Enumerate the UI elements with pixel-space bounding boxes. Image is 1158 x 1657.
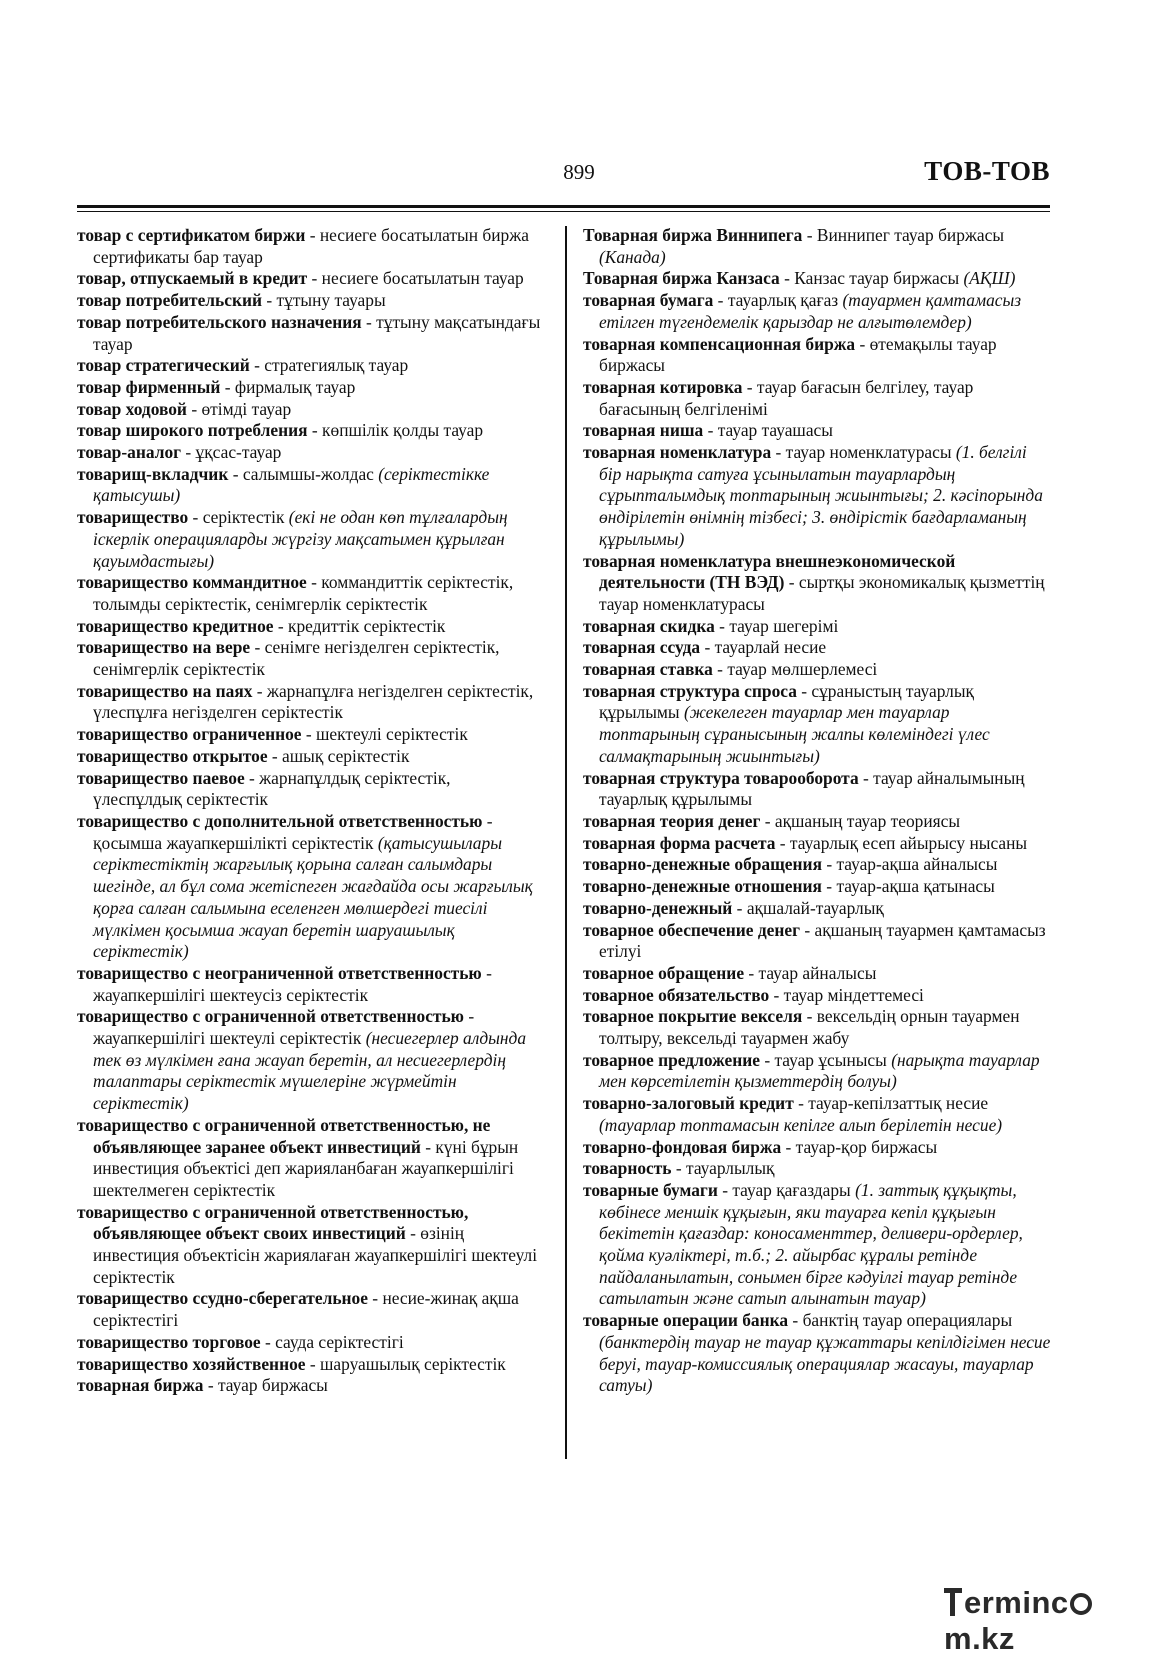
dictionary-entry (77, 616, 542, 638)
entry-note: (1. заттық құқықты, көбінесе меншік құқығын, яки тауарға кепіл құқығын бекітетін қағаздар: коносаменттер, деливери-ордерлер, қойма куәліктері, т.б.; 2. айырбас құралы ретінде пайдаланылатын, сонымен бірге кәдуілгі тауар ретінде сатылатын және сатып алынатын тауар) (599, 1179, 1023, 1309)
entry-term: товарно-денежные обращения (583, 854, 822, 875)
left-column (77, 225, 542, 1397)
dictionary-entry (77, 420, 542, 442)
entry-definition: - тауар-ақша қатынасы (821, 876, 995, 897)
entry-term: товарно-фондовая биржа (583, 1136, 782, 1157)
entry-term: товарное обращение (583, 962, 745, 983)
entry-definition: - жарнапұлдық серіктестік, үлеспұлдық серіктестік (93, 767, 451, 810)
entry-definition: - тауар шегерімі (714, 615, 839, 636)
entry-term: товарищество паевое (77, 767, 245, 788)
entry-note: (АҚШ) (963, 268, 1016, 289)
dictionary-entry (583, 1137, 1053, 1159)
entry-definition: - Виннипег тауар биржасы (802, 225, 1005, 245)
dictionary-entry (583, 1093, 1053, 1136)
dictionary-entry (77, 811, 542, 963)
entry-term: товарищество на паях (77, 680, 253, 701)
entry-term: Товарная биржа Виннипега (583, 225, 803, 245)
entry-definition: - тауар-ақша айналысы (821, 854, 998, 875)
entry-term: товарно-денежные отношения (583, 876, 822, 897)
dictionary-entry (77, 464, 542, 507)
dictionary-entry (583, 963, 1053, 985)
entry-term: товарно-залоговый кредит (583, 1093, 794, 1114)
entry-term: товарное обеспечение денег (583, 919, 801, 940)
entry-definition: - тауар айналымының тауарлық құрылымы (599, 767, 1025, 810)
entry-term: товар с сертификатом биржи (77, 225, 306, 245)
dictionary-entry (583, 1158, 1053, 1180)
entry-term: товар стратегический (77, 355, 250, 376)
entry-term: товар, отпускаемый в кредит (77, 268, 308, 289)
dictionary-entry (583, 290, 1053, 333)
dictionary-entry (583, 551, 1053, 616)
entry-definition: - ұқсас-тауар (181, 442, 282, 463)
entry-definition: - сұраныстың тауарлық құрылымы (599, 680, 974, 723)
dictionary-entry (77, 1375, 542, 1397)
entry-definition: - көпшілік қолды тауар (307, 420, 484, 441)
entry-term: товарищество ограниченное (77, 724, 302, 745)
entry-definition: - тауар-кепілзаттық несие (793, 1093, 989, 1114)
entry-definition: - серіктестік (188, 507, 289, 528)
entry-term: товарная ниша (583, 420, 704, 441)
entry-term: товарная ссуда (583, 637, 701, 658)
header-rule-thin (77, 211, 1050, 212)
dictionary-entry (77, 312, 542, 355)
entry-definition: - өзінің инвестиция объектісін жариялаған жауапкершілігі шектеулі серіктестік (93, 1223, 538, 1287)
entry-definition: - күні бұрын инвестиция объектісі деп жарияланбаған жауапкершілігі шектелмеген серіктестік (93, 1136, 519, 1200)
entry-term: товарная номенклатура внешнеэкономической деятельности (ТН ВЭД) (583, 550, 956, 593)
entry-definition: - сауда серіктестігі (260, 1331, 404, 1352)
header-rule-thick (77, 205, 1050, 208)
entry-definition: - тауар айналысы (744, 962, 877, 983)
entry-term: товарищество открытое (77, 745, 268, 766)
logo-text-1: erminc (964, 1585, 1069, 1620)
dictionary-entry (583, 377, 1053, 420)
dictionary-entry (583, 854, 1053, 876)
entry-definition: - тұтыну тауары (262, 290, 386, 311)
dictionary-entry (77, 1202, 542, 1289)
entry-definition: - фирмалық тауар (220, 376, 356, 397)
entry-term: товарная бумага (583, 290, 714, 311)
entry-term: товар-аналог (77, 442, 182, 463)
logo-o-icon (1070, 1593, 1092, 1615)
entry-definition: - сыртқы экономикалық қызметтің тауар номенклатурасы (599, 572, 1045, 614)
dictionary-entry (583, 225, 1053, 268)
entry-term: товарищество с дополнительной ответственностью (77, 810, 483, 831)
entry-term: товарищество на вере (77, 637, 251, 658)
dictionary-entry (77, 1332, 542, 1354)
dictionary-entry (77, 225, 542, 268)
dictionary-entry (77, 681, 542, 724)
entry-term: товарищество (77, 507, 189, 528)
entry-definition: - өтемақылы тауар биржасы (599, 333, 997, 376)
entry-note: (банктердің тауар не тауар құжаттары кепілдігімен несие беруі, тауар-комиссиялық операциялар жасауы, тауарлар сатуы) (599, 1331, 1051, 1396)
entry-note: (екі не одан көп тұлғалардың іскерлік операцияларды жүргізу мақсатымен құрылған қауымдастығы) (93, 507, 508, 571)
dictionary-entry (583, 268, 1053, 290)
entry-term: товарищество торговое (77, 1331, 261, 1352)
dictionary-entry (77, 507, 542, 572)
dictionary-entry (583, 898, 1053, 920)
entry-term: товар ходовой (77, 398, 187, 419)
dictionary-entry (583, 616, 1053, 638)
dictionary-entry (583, 442, 1053, 551)
dictionary-entry (77, 572, 542, 615)
entry-term: товар потребительский (77, 290, 263, 311)
entry-note: (Канада) (599, 246, 666, 267)
dictionary-entry (77, 768, 542, 811)
entry-definition: - банктің тауар операциялары (788, 1310, 1013, 1331)
entry-term: товарность (583, 1158, 672, 1179)
entry-note: (нарықта тауарлар мен көрсетілетін қызметтердің болуы) (599, 1049, 1040, 1092)
dictionary-entry (583, 659, 1053, 681)
running-head: ТОВ-ТОВ (924, 156, 1050, 186)
entry-term: товарищество кредитное (77, 615, 274, 636)
entry-definition: - тауар бағасын белгілеу, тауар бағасының белгіленімі (599, 376, 974, 419)
entry-definition: - тауар ұсынысы (759, 1049, 892, 1070)
entry-note: (серіктестікке қатысушы) (93, 463, 490, 506)
dictionary-entry (77, 1115, 542, 1202)
dictionary-entry (583, 833, 1053, 855)
entry-definition: - шектеулі серіктестік (301, 724, 468, 745)
dictionary-entry (583, 985, 1053, 1007)
entry-term: товарная компенсационная биржа (583, 333, 856, 354)
entry-definition: - тауар-қор биржасы (781, 1136, 938, 1157)
entry-definition: - тауар номенклатурасы (771, 442, 956, 463)
entry-term: товарная биржа (77, 1375, 204, 1396)
dictionary-entry (583, 1180, 1053, 1310)
entry-term: товарищество с неограниченной ответственностью (77, 962, 482, 983)
dictionary-entry (77, 355, 542, 377)
entry-term: Товарная биржа Канзаса (583, 268, 780, 289)
dictionary-entry (583, 1310, 1053, 1397)
entry-definition: - тауарлылық (671, 1158, 775, 1179)
entry-definition: - тауарлық қағаз (713, 290, 843, 311)
entry-term: товарная структура товарооборота (583, 767, 859, 788)
entry-definition: - ақшалай-тауарлық (732, 897, 884, 918)
entry-term: товарищество хозяйственное (77, 1353, 306, 1374)
entry-definition: - жауапкершілігі шектеулі серіктестік (93, 1006, 475, 1049)
entry-note: (қатысушылары серіктестіктің жарғылық қорына салған салымдары шегінде, ал бұл сома жетіспеген жағдайда осы жарғылық қорға салған салымына еселенген мөлшердегі тиесілі мүлкімен қосымша жауап беретін шаруашылық серіктестік) (93, 832, 533, 962)
dictionary-entry (77, 724, 542, 746)
entry-term: товарная форма расчета (583, 832, 776, 853)
entry-note: (жекелеген тауарлар мен тауарлар топтарының сұранысының жалпы көлеміндегі үлес салмақтарының жиынтығы) (599, 702, 990, 766)
entry-definition: - ақшаның тауармен қамтамасыз етілуі (599, 919, 1046, 962)
column-divider (565, 226, 567, 1459)
dictionary-entry (77, 746, 542, 768)
entry-term: товарно-денежный (583, 897, 733, 918)
entry-definition: - шаруашылық серіктестік (305, 1353, 506, 1374)
dictionary-entry (77, 268, 542, 290)
right-column (583, 225, 1053, 1397)
entry-term: товар потребительского назначения (77, 311, 362, 332)
dictionary-entry (77, 399, 542, 421)
entry-definition: - жарнапұлға негізделген серіктестік, үлеспұлға негізделген серіктестік (93, 680, 534, 723)
dictionary-entry (583, 681, 1053, 768)
entry-definition: - стратегиялық тауар (249, 355, 409, 376)
dictionary-entry (77, 637, 542, 680)
entry-term: товар широкого потребления (77, 420, 308, 441)
entry-term: товарные операции банка (583, 1310, 789, 1331)
entry-definition: - тауарлық есеп айырысу нысаны (775, 832, 1028, 853)
entry-definition: - несиеге босатылатын тауар (307, 268, 524, 289)
entry-definition: - сенімге негізделген серіктестік, сенімгерлік серіктестік (93, 637, 500, 680)
termincom-logo (944, 1585, 1158, 1657)
entry-definition: - тауар қағаздары (717, 1179, 856, 1200)
entry-term: товарная теория денег (583, 810, 761, 831)
page-number: 899 (563, 160, 595, 184)
entry-definition: - өтімді тауар (186, 398, 292, 419)
entry-definition: - қосымша жауапкершілікті серіктестік (93, 810, 493, 853)
dictionary-entry (583, 420, 1053, 442)
entry-definition: - жауапкершілігі шектеусіз серіктестік (93, 962, 492, 1005)
logo-text-2: m.kz (944, 1621, 1015, 1656)
dictionary-entry (77, 963, 542, 1006)
entry-definition: - тауар мөлшерлемесі (712, 659, 878, 680)
entry-term: товарная номенклатура (583, 442, 772, 463)
entry-definition: - тауар тауашасы (703, 420, 833, 441)
entry-note: (тауармен қамтамасыз етілген түгендемелік қарыздар не алғытөлемдер) (599, 290, 1022, 332)
dictionary-entry (77, 377, 542, 399)
entry-term: товарное покрытие векселя (583, 1006, 803, 1027)
entry-term: товарищество с ограниченной ответственностью (77, 1006, 464, 1027)
dictionary-entry (583, 920, 1053, 963)
dictionary-entry (77, 1354, 542, 1376)
dictionary-entry (583, 1050, 1053, 1093)
entry-definition: - тұтыну мақсатындағы тауар (93, 311, 541, 354)
logo-t-icon (944, 1588, 962, 1616)
dictionary-entry (77, 442, 542, 464)
entry-term: товарищ-вкладчик (77, 463, 229, 484)
entry-definition: - тауар міндеттемесі (769, 984, 924, 1005)
entry-term: товарная структура спроса (583, 680, 797, 701)
entry-term: товарищество коммандитное (77, 572, 307, 593)
entry-definition: - вексельдің орнын тауармен толтыру, вексельді тауармен жабу (599, 1006, 1020, 1049)
dictionary-entry (583, 876, 1053, 898)
entry-term: товарная скидка (583, 615, 715, 636)
entry-definition: - кредиттік серіктестік (273, 615, 446, 636)
entry-term: товарная котировка (583, 376, 743, 397)
entry-definition: - коммандиттік серіктестік, толымды серіктестік, сенімгерлік серіктестік (93, 572, 514, 614)
entry-definition: - Канзас тауар биржасы (779, 268, 964, 289)
entry-definition: - тауар биржасы (203, 1375, 328, 1396)
entry-term: товарищество с ограниченной ответственностью, не объявляющее заранее объект инвестиций (77, 1114, 491, 1157)
dictionary-entry (583, 1006, 1053, 1049)
entry-definition: - несиеге босатылатын биржа сертификаты бар тауар (93, 225, 529, 267)
entry-term: товарное обязательство (583, 984, 770, 1005)
entry-term: товар фирменный (77, 376, 221, 397)
entry-definition: - салымшы-жолдас (228, 463, 379, 484)
entry-note: (несиегерлер алдында тек өз мүлкімен ғана жауап беретін, ал несиегерлердің талаптары серіктестік мүшелеріне жүрмейтін серіктестік) (93, 1028, 527, 1114)
entry-term: товарная ставка (583, 659, 713, 680)
dictionary-entry (77, 290, 542, 312)
dictionary-entry (583, 811, 1053, 833)
entry-definition: - ашық серіктестік (267, 745, 410, 766)
dictionary-entry (77, 1288, 542, 1331)
dictionary-entry (583, 334, 1053, 377)
dictionary-entry (583, 768, 1053, 811)
entry-term: товарищество с ограниченной ответственностью, объявляющее объект своих инвестиций (77, 1201, 469, 1244)
entry-term: товарные бумаги (583, 1179, 718, 1200)
entry-definition: - тауарлай несие (700, 637, 827, 658)
entry-definition: - ақшаның тауар теориясы (760, 810, 961, 831)
entry-note: (1. белгілі бір нарықта сатуға ұсынылатын тауарлардың сұрыпталымдық топтарының жиынтығы; 2. кәсіпорында өндірілетін өнімнің тізбесі; 3. өндірістік бағдарламаның құрылымы) (599, 442, 1043, 549)
dictionary-entry (77, 1006, 542, 1115)
dictionary-entry (583, 637, 1053, 659)
entry-term: товарищество ссудно-сберегательное (77, 1288, 368, 1309)
entry-definition: - несие-жинақ ақша серіктестігі (93, 1288, 519, 1331)
entry-term: товарное предложение (583, 1049, 760, 1070)
entry-note: (тауарлар топтамасын кепілге алып берілетін несие) (599, 1114, 1003, 1135)
